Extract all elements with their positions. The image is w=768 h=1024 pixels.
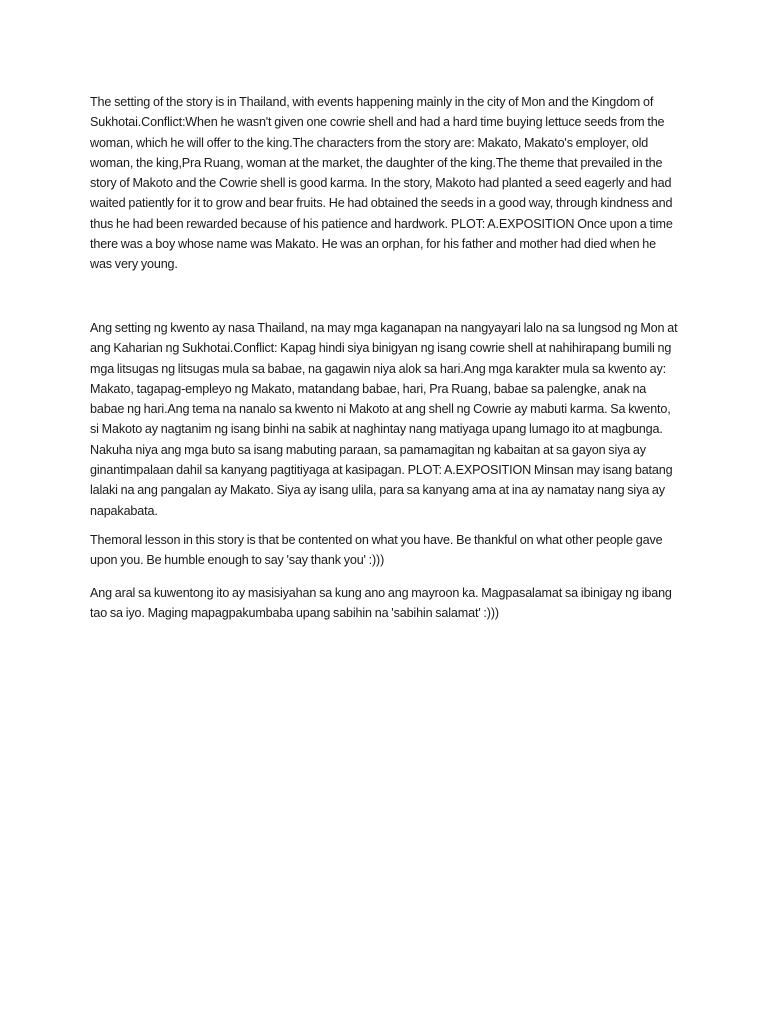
- tagalog-summary-paragraph: Ang setting ng kwento ay nasa Thailand, na may mga kaganapan na nangyayari lalo na sa lungsod ng Mon at ang Kaharian ng Sukhotai.Conflict: Kapag hindi siya binigyan ng isang cowrie shell at nahihirapang bumili ng mga litsugas ng litsugas mula sa babae, na gagawin niya alok sa hari.Ang mga karakter mula sa kwento ay: Makato, tagapag-empleyo ng Makato, matandang babae, hari, Pra Ruang, babae sa palengke, anak na babae ng hari.Ang tema na nanalo sa kwento ni Makoto at ang shell ng Cowrie ay mabuti karma. Sa kwento, si Makoto ay nagtanim ng isang binhi na sabik at naghintay nang matiyaga upang lumago ito at magbunga. Nakuha niya ang mga buto sa isang mabuting paraan, sa pamamagitan ng kabaitan at sa gayon siya ay ginantimpalaan dahil sa kanyang pagtitiyaga at kasipagan. PLOT: A.EXPOSITION Minsan may isang batang lalaki na ang pangalan ay Makato. Siya ay isang ulila, para sa kanyang ama at ina ay namatay nang siya ay napakabata.: [90, 321, 678, 518]
- english-summary-paragraph: The setting of the story is in Thailand, with events happening mainly in the city of Mon and the Kingdom of Sukhotai.Conflict:When he wasn't given one cowrie shell and had a hard time buying lettuce seeds from the woman, which he will offer to the king.The characters from the story are: Makato, Makato's employer, old woman, the king,Pra Ruang, woman at the market, the daughter of the king.The theme that prevailed in the story of Makoto and the Cowrie shell is good karma. In the story, Makoto had planted a seed eagerly and had waited patiently for it to grow and bear fruits. He had obtained the seeds in a good way, through kindness and thus he had been rewarded because of his patience and hardwork. PLOT: A.EXPOSITION Once upon a time there was a boy whose name was Makato. He was an orphan, for his father and mother had died when he was very young.: [90, 95, 673, 272]
- english-moral-paragraph: Themoral lesson in this story is that be contented on what you have. Be thankful on what other people gave upon you. Be humble enough to say 'say thank you' :))): [90, 533, 663, 568]
- tagalog-moral-paragraph: Ang aral sa kuwentong ito ay masisiyahan sa kung ano ang mayroon ka. Magpasalamat sa ibinigay ng ibang tao sa iyo. Maging mapagpakumbaba upang sabihin na 'sabihin salamat' :))): [90, 586, 672, 621]
